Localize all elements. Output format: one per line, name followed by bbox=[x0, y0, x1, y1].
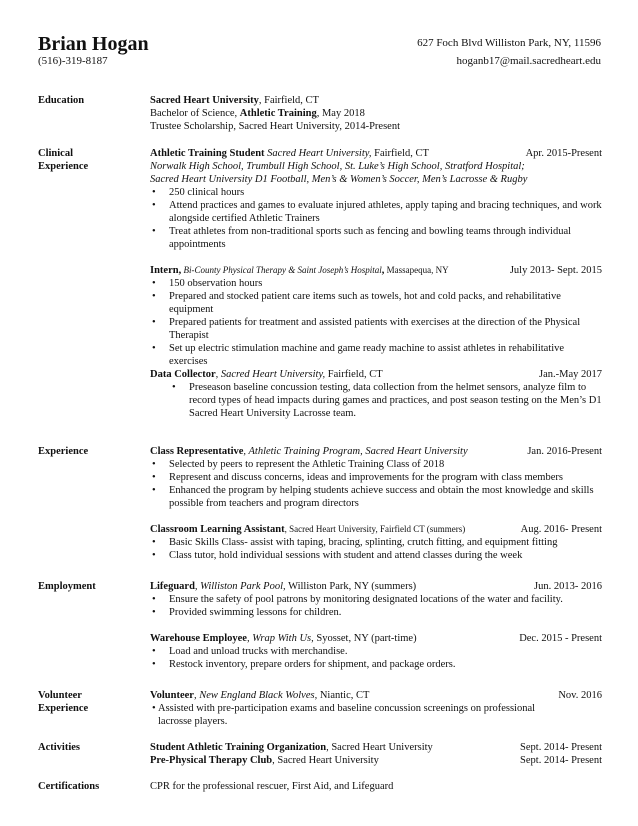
list-item: • 150 observation hours bbox=[150, 277, 602, 290]
job-org: , Athletic Training Program, Sacred Heart University bbox=[243, 446, 468, 457]
list-item: • Treat athletes from non-traditional sports such as fencing and bowling teams through individual appointments bbox=[150, 225, 602, 251]
job-comma: , bbox=[381, 265, 385, 276]
bullet-list bbox=[150, 277, 602, 368]
clinical-sites: Sacred Heart University D1 Football, Men’s & Women’s Soccer, Men’s Lacrosse & Rugby bbox=[150, 174, 528, 185]
bullet-list bbox=[150, 645, 602, 671]
job-title: Classroom Learning Assistant bbox=[150, 524, 285, 535]
job-date: July 2013- Sept. 2015 bbox=[509, 265, 602, 276]
activity-date: Sept. 2014- Present bbox=[520, 755, 602, 766]
job-location: Massapequa, NY bbox=[384, 265, 449, 275]
list-item: • Load and unload trucks with merchandise. bbox=[150, 645, 602, 658]
section-activities bbox=[150, 741, 602, 767]
job-location: Fairfield, CT bbox=[371, 148, 429, 159]
phone-number: (516)-319-8187 bbox=[38, 55, 108, 67]
address: 627 Foch Blvd Williston Park, NY, 11596 bbox=[417, 37, 601, 49]
list-item: • Represent and discuss concerns, ideas and improvements for the program with class members bbox=[150, 471, 602, 484]
list-item: • Prepared patients for treatment and assisted patients with exercises at the direction of the Physical Therapist bbox=[150, 316, 602, 342]
list-item: • Selected by peers to represent the Athletic Training Class of 2018 bbox=[150, 458, 602, 471]
scholarship: Trustee Scholarship, Sacred Heart University, 2014-Present bbox=[150, 121, 401, 132]
section-label-certifications: Certifications bbox=[38, 781, 100, 792]
job-location: Niantic, CT bbox=[317, 690, 370, 701]
job-title: Volunteer bbox=[150, 690, 194, 701]
job-header bbox=[150, 580, 602, 593]
job-date: Apr. 2015-Present bbox=[525, 148, 602, 159]
job-date: Aug. 2016- Present bbox=[520, 524, 602, 535]
activity-title: Student Athletic Training Organization bbox=[150, 742, 327, 753]
section-employment bbox=[150, 580, 602, 671]
activity-row bbox=[150, 741, 602, 754]
degree-prefix: Bachelor of Science, bbox=[150, 108, 240, 119]
section-experience bbox=[150, 445, 602, 562]
activity-org: , Sacred Heart University bbox=[326, 742, 433, 753]
degree-major: Athletic Training bbox=[239, 108, 317, 119]
job-location: Syosset, NY (part-time) bbox=[313, 633, 417, 644]
school-name: Sacred Heart University bbox=[150, 95, 259, 106]
job-header bbox=[150, 632, 602, 645]
email-address: hoganb17@mail.sacredheart.edu bbox=[456, 55, 601, 67]
job-title: Intern, bbox=[150, 265, 182, 276]
label-line: Volunteer bbox=[38, 690, 82, 701]
section-clinical bbox=[150, 147, 602, 420]
certifications-text: CPR for the professional rescuer, First Aid, and Lifeguard bbox=[150, 781, 394, 792]
job-title: Warehouse Employee bbox=[150, 633, 247, 644]
bullet-list bbox=[150, 381, 602, 420]
section-label-experience: Experience bbox=[38, 446, 89, 457]
job-title: Athletic Training Student bbox=[150, 148, 265, 159]
bullet-list bbox=[150, 536, 602, 562]
job-date: Jan. 2016-Present bbox=[527, 446, 602, 457]
section-label-activities: Activities bbox=[38, 742, 80, 753]
list-item: • Restock inventory, prepare orders for shipment, and package orders. bbox=[150, 658, 602, 671]
label-line: Clinical bbox=[38, 148, 74, 159]
section-certifications bbox=[150, 780, 602, 793]
job-org: Sacred Heart University, bbox=[264, 148, 372, 159]
job-header bbox=[150, 523, 602, 536]
job-date: Nov. 2016 bbox=[558, 690, 602, 701]
job-title: Lifeguard bbox=[150, 581, 195, 592]
job-org: , New England Black Wolves, bbox=[193, 690, 318, 701]
list-item: • Prepared and stocked patient care items such as towels, hot and cold packs, and rehabilitative equipment bbox=[150, 290, 602, 316]
activity-org: , Sacred Heart University bbox=[272, 755, 379, 766]
list-item: • Ensure the safety of pool patrons by monitoring designated locations of the water and facility. bbox=[150, 593, 602, 606]
activity-date: Sept. 2014- Present bbox=[520, 742, 602, 753]
job-date: Dec. 2015 - Present bbox=[519, 633, 602, 644]
degree-date: , May 2018 bbox=[316, 108, 365, 119]
list-item: • 250 clinical hours bbox=[150, 186, 602, 199]
job-date: Jan.-May 2017 bbox=[539, 369, 602, 380]
activity-row bbox=[150, 754, 602, 767]
job-title: Data Collector bbox=[150, 369, 216, 380]
label-line: Experience bbox=[38, 161, 89, 172]
job-date: Jun. 2013- 2016 bbox=[534, 581, 602, 592]
section-label-volunteer bbox=[38, 689, 88, 715]
job-location: Fairfield, CT bbox=[325, 369, 383, 380]
bullet-list bbox=[150, 186, 602, 251]
clinical-sites: Norwalk High School, Trumbull High School, St. Luke’s High School, Stratford Hospital; bbox=[150, 161, 525, 172]
section-label-education: Education bbox=[38, 95, 85, 106]
list-item: • Assisted with pre-participation exams and baseline concussion screenings on professional lacrosse players. bbox=[150, 702, 602, 728]
job-header bbox=[150, 368, 602, 381]
job-org: , Wrap With Us, bbox=[246, 633, 314, 644]
school-location: , Fairfield, CT bbox=[258, 95, 319, 106]
job-header bbox=[150, 689, 602, 702]
section-education bbox=[150, 94, 602, 133]
job-location: Williston Park, NY (summers) bbox=[285, 581, 417, 592]
section-volunteer bbox=[150, 689, 602, 728]
job-org: , Sacred Heart University, bbox=[215, 369, 326, 380]
job-header bbox=[150, 445, 602, 458]
list-item: • Basic Skills Class- assist with taping, bracing, splinting, crutch fitting, and equipment fitting bbox=[150, 536, 602, 549]
job-title: Class Representative bbox=[150, 446, 244, 457]
bullet-list bbox=[150, 458, 602, 510]
label-line: Experience bbox=[38, 703, 89, 714]
section-label-employment: Employment bbox=[38, 581, 96, 592]
section-label-clinical bbox=[38, 147, 88, 173]
list-item: • Provided swimming lessons for children. bbox=[150, 606, 602, 619]
bullet-list bbox=[150, 702, 602, 728]
job-header bbox=[150, 147, 602, 160]
job-header bbox=[150, 264, 602, 277]
job-org: Bi-County Physical Therapy & Saint Joseph’s Hospital bbox=[181, 265, 382, 275]
list-item: • Attend practices and games to evaluate injured athletes, apply taping and bracing techniques, and work alongside certified Athletic Trainers bbox=[150, 199, 602, 225]
list-item: • Enhanced the program by helping students achieve success and obtain the most knowledge and skills possible from teachers and program directors bbox=[150, 484, 602, 510]
candidate-name: Brian Hogan bbox=[38, 33, 149, 55]
job-org: , Williston Park Pool, bbox=[194, 581, 286, 592]
list-item: • Class tutor, hold individual sessions with student and attend classes during the week bbox=[150, 549, 602, 562]
list-item: • Preseason baseline concussion testing, data collection from the helmet sensors, analyze film to record types of head impacts during games and practices, and post season testing on the Men’s D1 Sacred Heart University Lacrosse team. bbox=[150, 381, 602, 420]
list-item: • Set up electric stimulation machine and game ready machine to assist athletes in rehabilitative exercises bbox=[150, 342, 602, 368]
activity-title: Pre-Physical Therapy Club bbox=[150, 755, 273, 766]
job-org: , Sacred Heart University, Fairfield CT (summers) bbox=[284, 524, 466, 534]
bullet-list bbox=[150, 593, 602, 619]
